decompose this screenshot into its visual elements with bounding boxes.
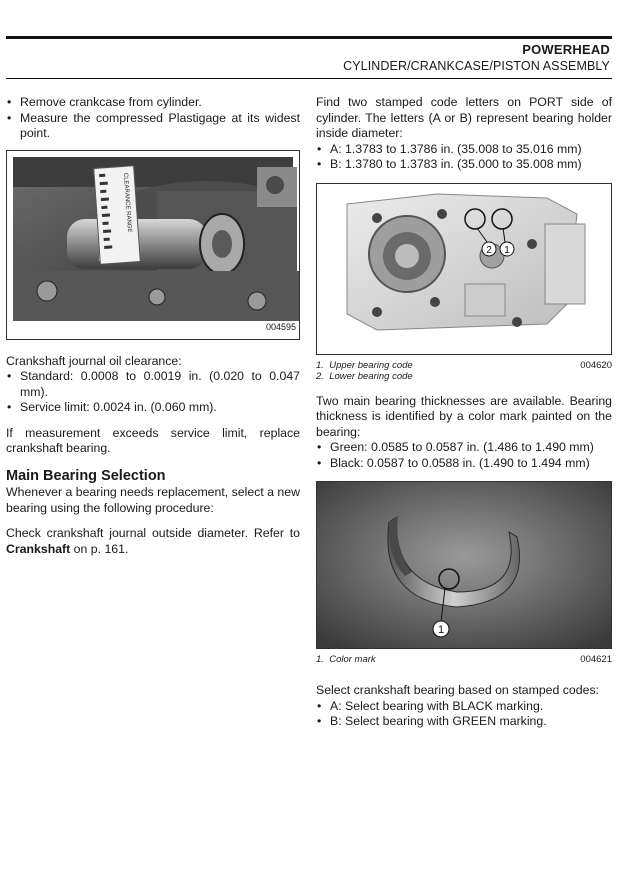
clearance-list [6,369,300,416]
header-rule-bottom [6,78,612,79]
check-text: Check crankshaft journal outside diameter. Refer to [6,526,300,540]
code-intro: Find two stamped code letters on PORT side of cylinder. The letters (A or B) represent bearing holder inside diameter: [316,95,612,140]
step-list [6,95,300,142]
crankshaft-link[interactable]: Crankshaft [6,541,71,556]
plastigage-photo [7,151,299,323]
list-item: • Standard: 0.0008 to 0.0019 in. (0.020 to 0.047 mm). [6,369,300,400]
caption-line [316,371,612,382]
figure-number: 004621 [580,654,612,665]
figure2-captions [316,360,612,382]
list-item: • Black: 0.0587 to 0.0588 in. (1.490 to 1.494 mm) [316,456,612,472]
select-list [316,699,612,730]
code-list [316,142,612,173]
thickness-paragraph: Two main bearing thicknesses are available. Bearing thickness is identified by a color mark painted on the bearing: [316,393,612,439]
caption-text: Upper bearing code [329,359,413,371]
list-item: • B: 1.3780 to 1.3783 in. (35.000 to 35.008 mm) [316,157,612,173]
list-item: • B: Select bearing with GREEN marking. [316,714,612,730]
caption-num: 1. [316,359,324,371]
list-item: • Service limit: 0.0024 in. (0.060 mm). [6,400,300,416]
list-item: • A: 1.3783 to 1.3786 in. (35.008 to 35.016 mm) [316,142,612,158]
caption-line [316,360,612,371]
thickness-list [316,440,612,471]
list-item: • Green: 0.0585 to 0.0587 in. (1.486 to 1.490 mm) [316,440,612,456]
clearance-heading: Crankshaft journal oil clearance: [6,353,182,368]
figure3-caption [316,654,612,665]
check-page: on p. 161. [73,541,129,556]
callout-1-label: 1 [437,624,445,636]
caption-num: 2. [316,370,324,382]
check-paragraph [6,526,300,557]
caption-num: 1. [316,654,324,665]
clearance-gauge [94,165,141,264]
left-column [6,95,300,557]
figure-number: 004620 [580,359,612,371]
figure-number: 004595 [265,322,296,332]
select-paragraph: Select crankshaft bearing based on stamped codes: [316,683,600,697]
list-item: • Remove crankcase from cylinder. [6,95,300,111]
caption-text: Color mark [329,654,376,665]
caption-text: Lower bearing code [329,370,413,382]
gauge-label: CLEARANCE RANGE [122,172,133,233]
subsection-title: CYLINDER/CRANKCASE/PISTON ASSEMBLY [343,59,610,73]
callout-2-label: 2 [486,244,492,256]
header-rule-top [6,36,612,39]
right-column [316,95,612,730]
figure-color-mark [316,481,612,649]
cylinder-photo [317,184,611,340]
section-intro: Whenever a bearing needs replacement, select a new bearing using the following procedure: [6,485,300,515]
bearing-photo [317,482,611,648]
list-item: • Measure the compressed Plastigage at its widest point. [6,111,300,142]
replace-note: If measurement exceeds service limit, replace crankshaft bearing. [6,425,300,455]
main-bearing-heading: Main Bearing Selection [6,467,166,484]
figure-bearing-codes [316,183,612,355]
list-item: • A: Select bearing with BLACK marking. [316,699,612,715]
callout-1-label: 1 [504,244,510,256]
section-title: POWERHEAD [522,42,610,57]
figure-plastigage [6,150,300,340]
